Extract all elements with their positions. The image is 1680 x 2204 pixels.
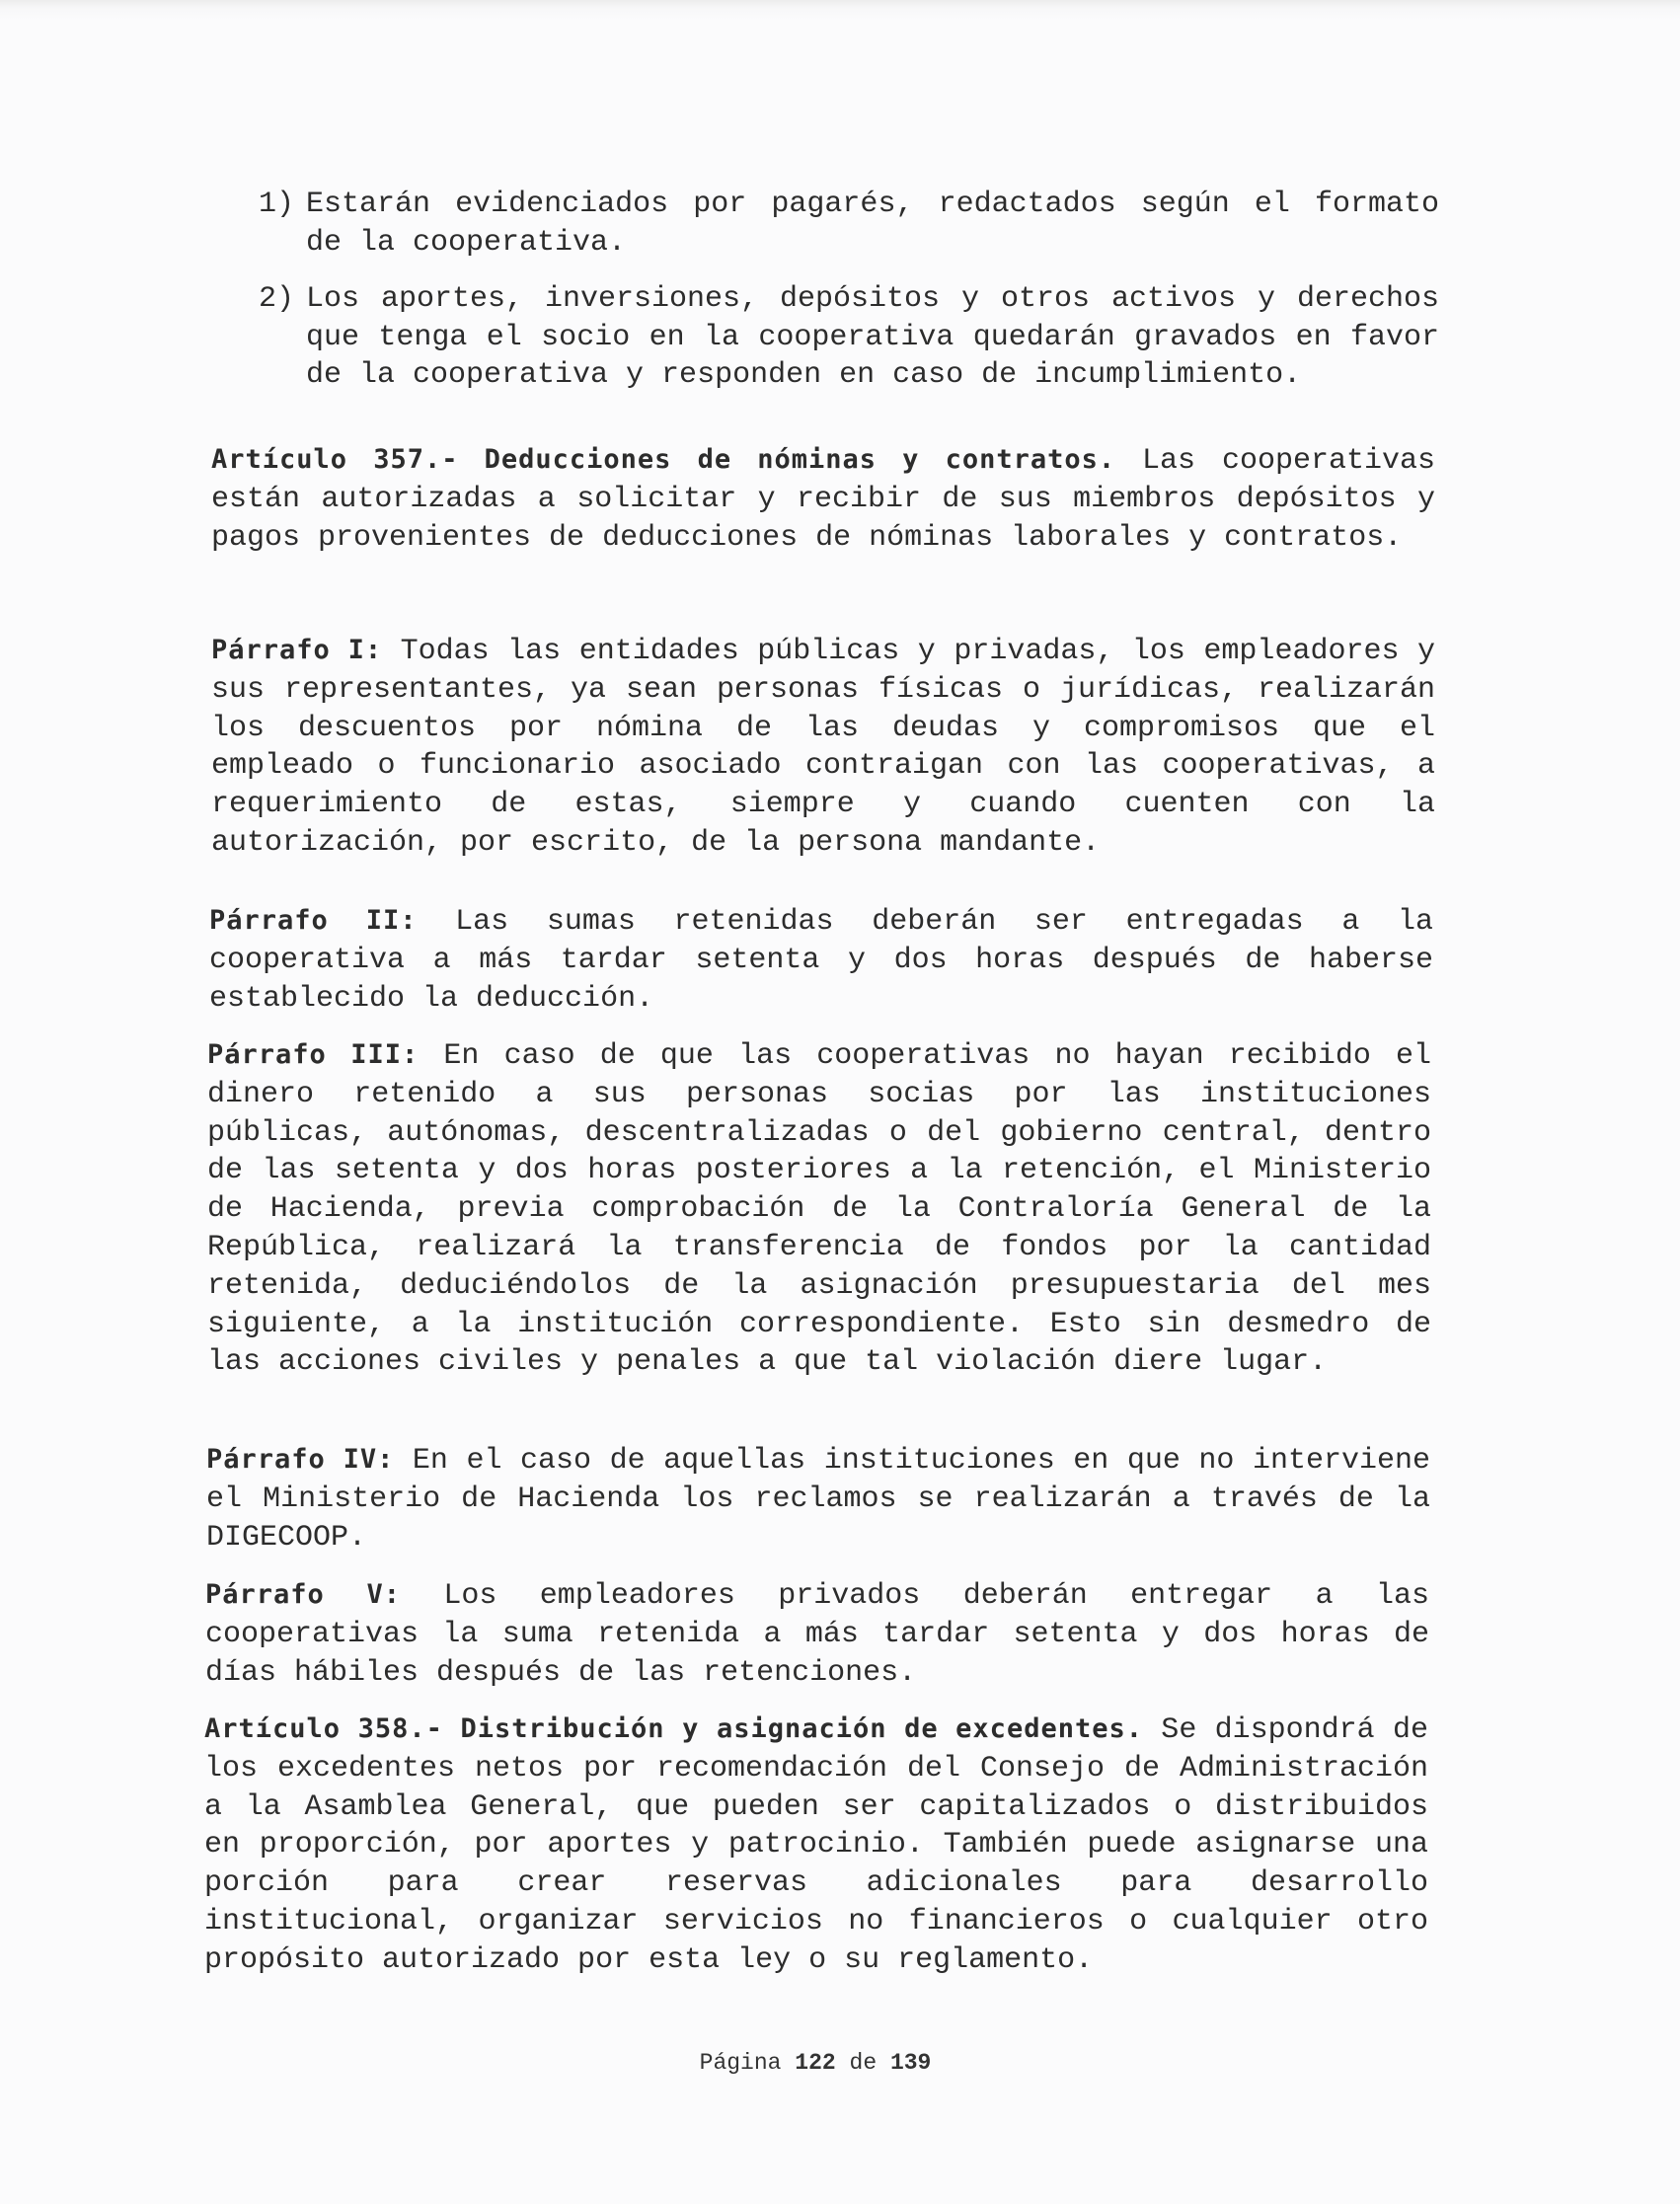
articulo-357 [211,441,1435,557]
parrafo-iii [207,1036,1431,1382]
parrafo-iv-text: En el caso de aquellas instituciones en que no interviene el Ministerio de Hacienda los reclamos se realizarán a través de la DIGECOOP. [206,1444,1430,1555]
page-footer [0,2050,1631,2076]
parrafo-v-text: Los empleadores privados deberán entregar a las cooperativas la suma retenida a más tardar setenta y dos horas de días hábiles después de las retenciones. [205,1579,1429,1690]
list-item [259,186,1439,262]
list-item-number: 1) [259,188,295,221]
articulo-358 [204,1710,1428,1980]
parrafo-v [205,1576,1429,1692]
list-item-text: Los aportes, inversiones, depósitos y otros activos y derechos que tenga el socio en la cooperativa quedarán gravados en favor de la cooperativa y responden en caso de incumplimiento. [306,282,1439,392]
parrafo-iii-text: En caso de que las cooperativas no hayan recibido el dinero retenido a sus personas socias por las instituciones públicas, autónomas, descentralizadas o del gobierno central, dentro de las setenta y dos horas posteriores a la retención, el Ministerio de Hacienda, previa comprobación de la Contraloría General de la República, realizará la transferencia de fondos por la cantidad retenida, deduciéndolos de la asignación presupuestaria del mes siguiente, a la institución correspondiente. Esto sin desmedro de las acciones civiles y penales a que tal violación diere lugar. [207,1039,1431,1380]
parrafo-i [211,632,1435,863]
parrafo-iii-heading: Párrafo III: [207,1039,420,1070]
footer-prefix: Página [699,2050,782,2076]
articulo-357-heading: Artículo 357.- Deducciones de nóminas y contratos. [211,444,1116,475]
list-item-text: Estarán evidenciados por pagarés, redactados según el formato de la cooperativa. [306,188,1439,260]
parrafo-ii-text: Las sumas retenidas deberán ser entregadas a la cooperativa a más tardar setenta y dos horas después de haberse establecido la deducción. [209,905,1433,1016]
articulo-358-heading: Artículo 358.- Distribución y asignación de excedentes. [204,1713,1143,1744]
parrafo-iv [206,1441,1430,1557]
parrafo-i-text: Todas las entidades públicas y privadas, los empleadores y sus representantes, ya sean personas físicas o jurídicas, realizarán los descuentos por nómina de las deudas y compromisos que el empleado o funcionario asociado contraigan con las cooperativas, a requerimiento de estas, siempre y cuando cuenten con la autorización, por escrito, de la persona mandante. [211,635,1435,860]
footer-current-page: 122 [795,2050,836,2076]
numbered-list [259,186,1439,395]
list-item [259,280,1439,395]
articulo-357-text: Las cooperativas están autorizadas a solicitar y recibir de sus miembros depósitos y pagos provenientes de deducciones de nóminas laborales y contratos. [211,444,1435,555]
footer-middle: de [849,2050,878,2076]
parrafo-ii [209,902,1433,1018]
footer-total-pages: 139 [889,2050,932,2076]
parrafo-v-heading: Párrafo V: [205,1579,401,1610]
parrafo-ii-heading: Párrafo II: [209,905,418,936]
parrafo-iv-heading: Párrafo IV: [206,1444,395,1475]
parrafo-i-heading: Párrafo I: [211,635,383,665]
list-item-number: 2) [259,282,295,316]
articulo-358-text: Se dispondrá de los excedentes netos por recomendación del Consejo de Administración a la Asamblea General, que pueden ser capitalizados o distribuidos en proporción, por aportes y patrocinio. También puede asignarse una porción para crear reservas adicionales para desarrollo institucional, organizar servicios no financieros o cualquier otro propósito autorizado por esta ley o su reglamento. [204,1713,1429,1977]
